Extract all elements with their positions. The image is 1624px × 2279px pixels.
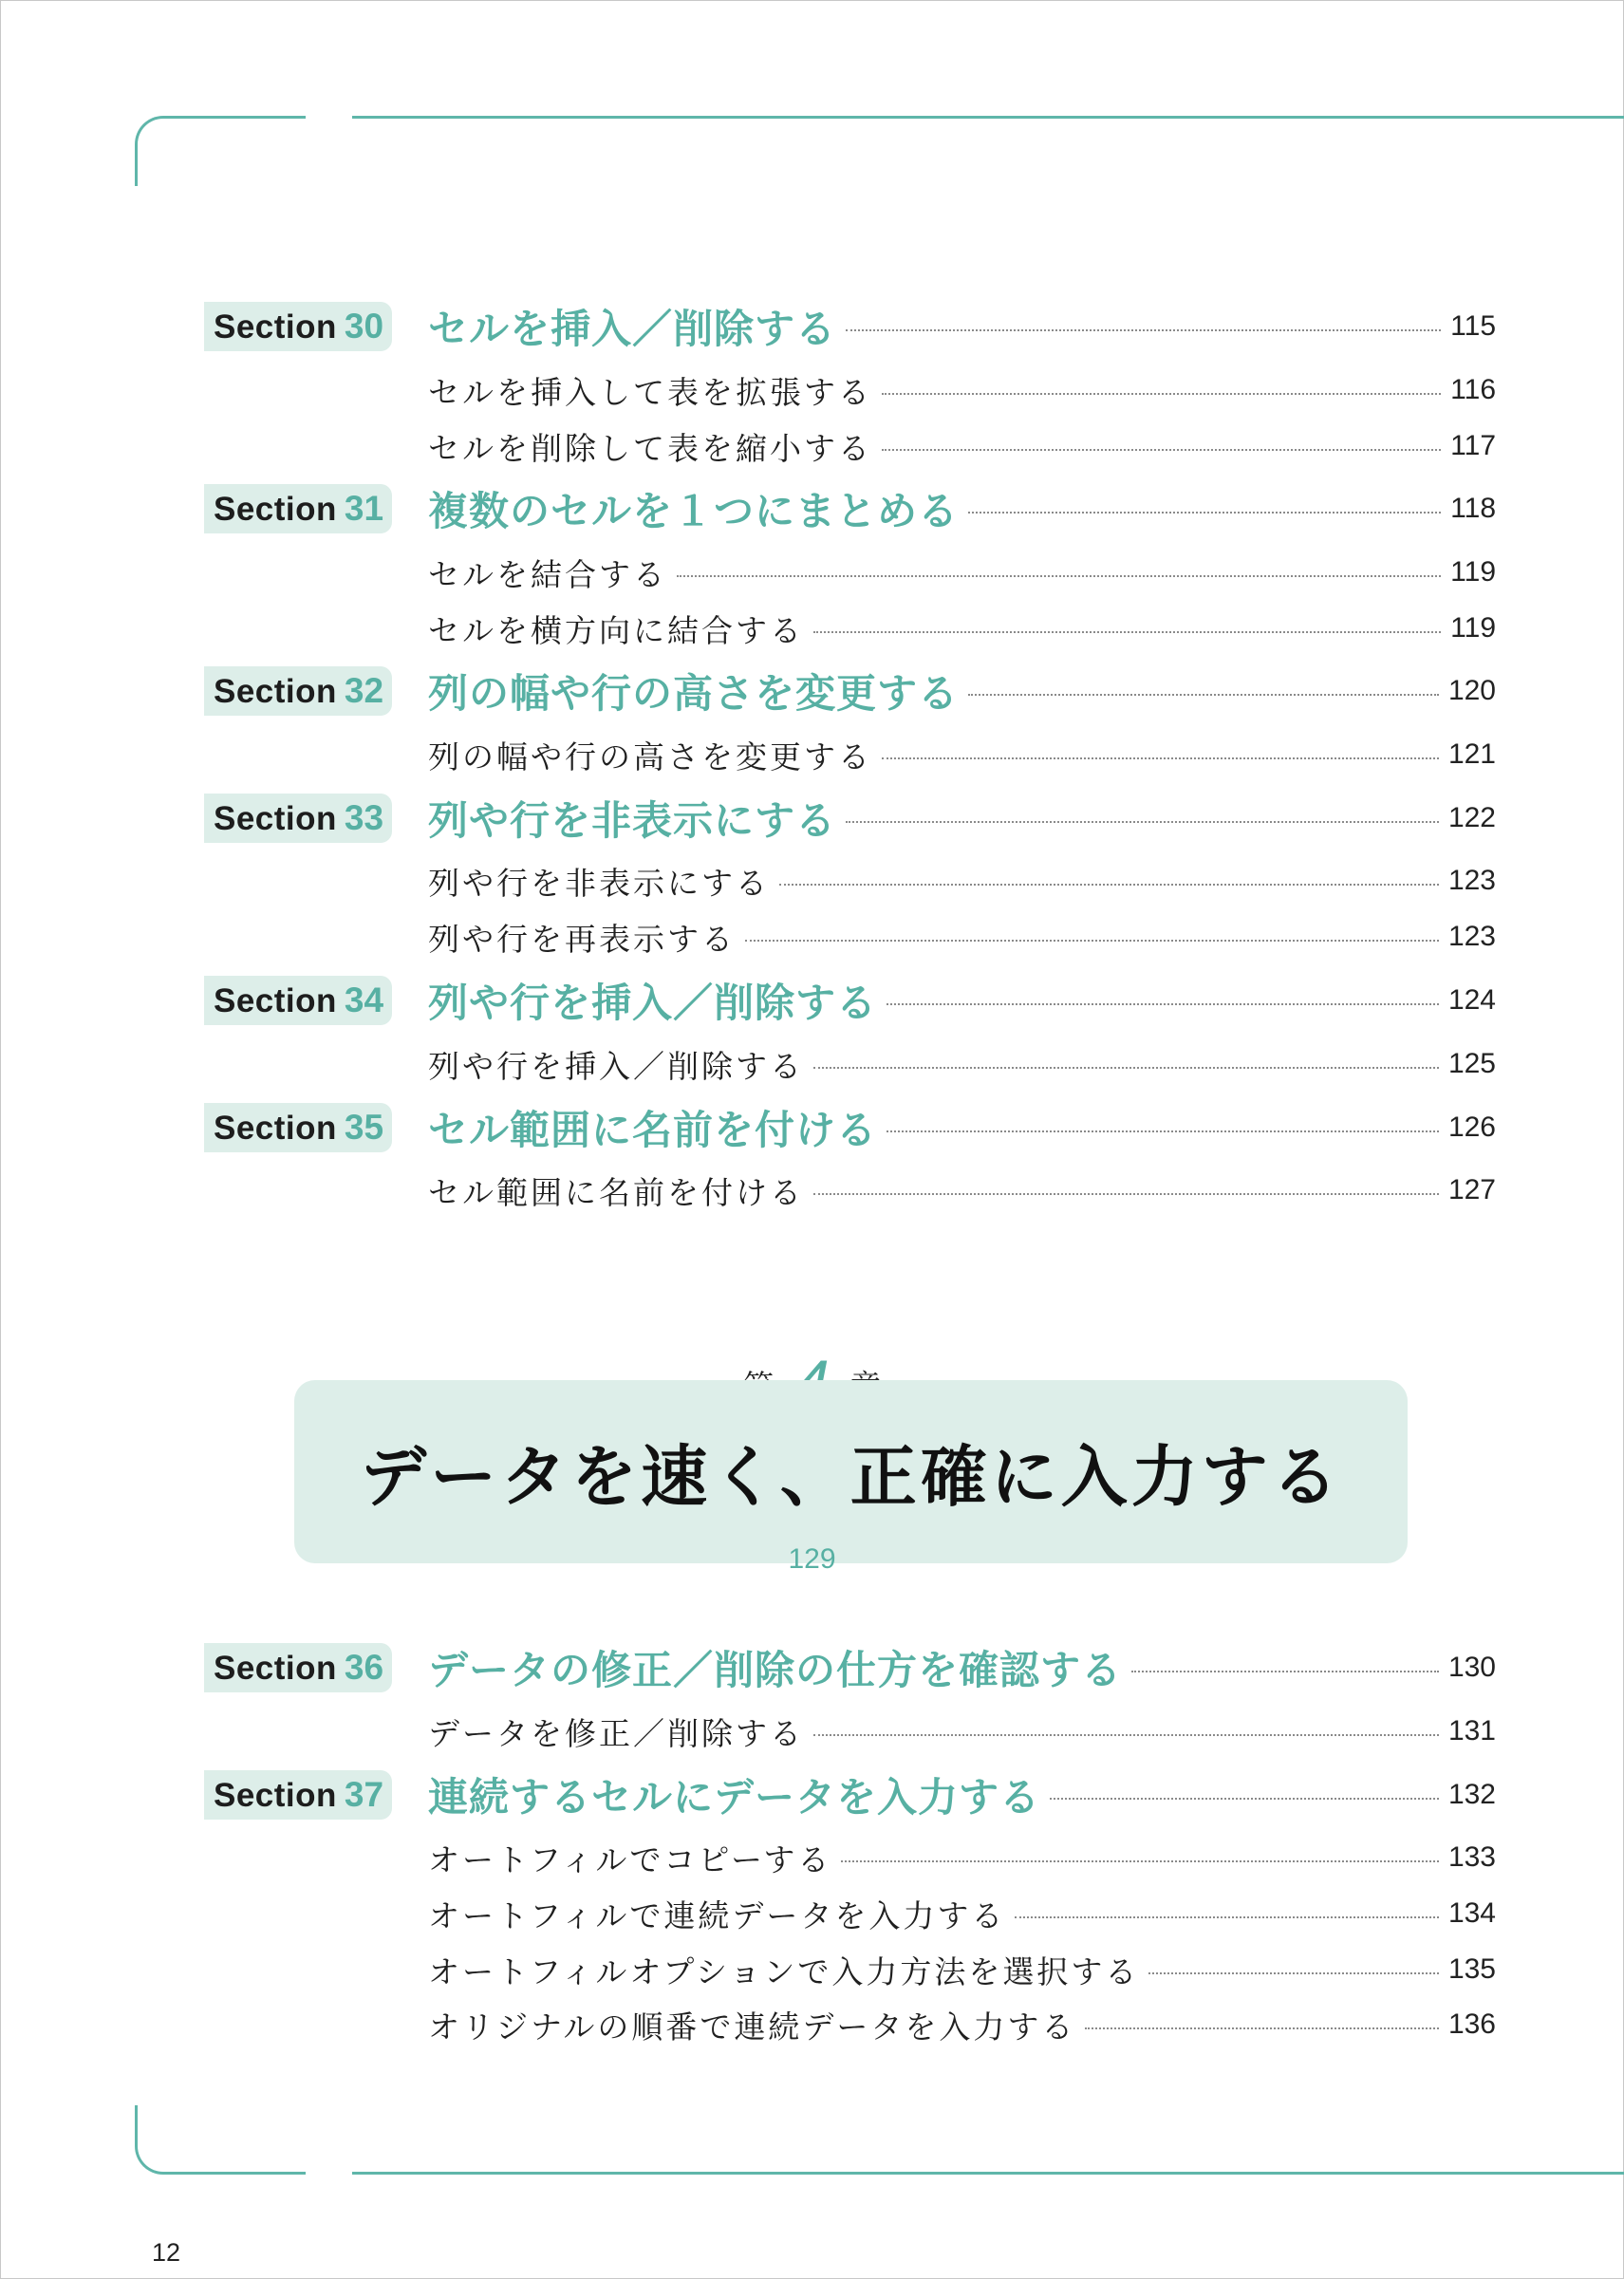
dot-leader <box>677 575 1441 577</box>
entry-page: 131 <box>1447 1715 1496 1747</box>
entry-title: 列や行を挿入／削除する <box>428 1047 804 1085</box>
section-row-36 <box>0 1643 1624 1696</box>
entry-page: 125 <box>1447 1048 1496 1079</box>
toc-entry-section-title[interactable] <box>428 1643 1496 1692</box>
toc-entry-subsection[interactable] <box>428 1834 1496 1881</box>
section-badge <box>204 976 392 1025</box>
top-rule <box>352 116 1624 119</box>
toc-entry-subsection[interactable] <box>428 1040 1496 1088</box>
chapter-page-number: 129 <box>788 1543 836 1575</box>
entry-title: セル範囲に名前を付ける <box>428 1173 804 1211</box>
entry-page: 117 <box>1450 430 1496 461</box>
entry-title: 列や行を非表示にする <box>428 864 770 902</box>
dot-leader <box>882 449 1441 451</box>
entry-title: セルを横方向に結合する <box>428 611 804 649</box>
entry-page: 119 <box>1450 556 1496 588</box>
entry-title: セルを挿入して表を拡張する <box>428 373 872 411</box>
entry-page: 115 <box>1450 310 1496 342</box>
section-row-31 <box>0 484 1624 537</box>
section-number: 33 <box>344 798 384 837</box>
toc-entry-subsection[interactable] <box>428 2001 1496 2048</box>
section-row-32 <box>0 666 1624 719</box>
section-word: Section <box>214 982 337 1019</box>
section-badge <box>204 484 392 533</box>
dot-leader <box>841 1860 1439 1862</box>
section-word: Section <box>214 1777 337 1814</box>
dot-leader <box>882 393 1441 395</box>
entry-page: 119 <box>1450 612 1496 644</box>
toc-entry-section-title[interactable] <box>428 484 1496 533</box>
dot-leader <box>813 1734 1439 1736</box>
chapter-title: データを速く、正確に入力する <box>360 1438 1342 1516</box>
entry-page: 130 <box>1447 1652 1496 1683</box>
entry-page: 123 <box>1447 921 1496 952</box>
entry-page: 123 <box>1447 865 1496 896</box>
entry-title: 列の幅や行の高さを変更する <box>428 670 960 717</box>
section-row-37 <box>0 1770 1624 1823</box>
dot-leader <box>1015 1916 1439 1918</box>
toc-entry-subsection[interactable] <box>428 1946 1496 1993</box>
section-row-34 <box>0 976 1624 1029</box>
toc-entry-subsection[interactable] <box>428 422 1496 470</box>
section-word: Section <box>214 1110 337 1147</box>
dot-leader <box>887 1003 1439 1005</box>
toc-entry-subsection[interactable] <box>428 1708 1496 1755</box>
entry-title: 列の幅や行の高さを変更する <box>428 738 872 775</box>
entry-title: データの修正／削除の仕方を確認する <box>428 1647 1123 1693</box>
bottom-corner-bracket <box>135 2105 306 2175</box>
dot-leader <box>882 757 1439 759</box>
entry-title: セルを挿入／削除する <box>428 306 837 352</box>
dot-leader <box>968 694 1439 696</box>
section-number: 34 <box>344 981 384 1019</box>
entry-page: 135 <box>1447 1953 1496 1985</box>
section-word: Section <box>214 308 337 346</box>
toc-entry-section-title[interactable] <box>428 666 1496 716</box>
section-number: 31 <box>344 489 384 528</box>
entry-title: オリジナルの順番で連続データを入力する <box>428 2008 1076 2045</box>
section-word: Section <box>214 491 337 528</box>
entry-title: オートフィルオプションで入力方法を選択する <box>428 1952 1140 1990</box>
entry-title: 列や行を再表示する <box>428 920 736 958</box>
entry-page: 136 <box>1447 2008 1496 2040</box>
dot-leader <box>1131 1671 1439 1672</box>
dot-leader <box>968 512 1441 514</box>
entry-page: 134 <box>1447 1897 1496 1929</box>
dot-leader <box>745 940 1439 942</box>
entry-page: 118 <box>1450 493 1496 524</box>
entry-page: 116 <box>1450 374 1496 405</box>
entry-title: セルを結合する <box>428 555 667 593</box>
toc-entry-subsection[interactable] <box>428 605 1496 652</box>
section-badge <box>204 1103 392 1152</box>
section-badge <box>204 1643 392 1692</box>
toc-entry-subsection[interactable] <box>428 366 1496 414</box>
entry-title: 複数のセルを１つにまとめる <box>428 488 960 534</box>
entry-page: 133 <box>1447 1841 1496 1873</box>
top-corner-bracket <box>135 116 306 186</box>
entry-title: 列や行を挿入／削除する <box>428 980 878 1026</box>
dot-leader <box>1148 1972 1439 1974</box>
section-number: 32 <box>344 671 384 710</box>
entry-page: 126 <box>1447 1111 1496 1143</box>
entry-title: オートフィルで連続データを入力する <box>428 1896 1006 1934</box>
entry-title: 列や行を非表示にする <box>428 797 837 844</box>
dot-leader <box>846 821 1439 823</box>
entry-title: セル範囲に名前を付ける <box>428 1107 878 1153</box>
page-number: 12 <box>152 2238 181 2267</box>
section-badge <box>204 794 392 843</box>
section-number: 37 <box>344 1775 384 1814</box>
section-row-30 <box>0 302 1624 355</box>
entry-page: 124 <box>1447 984 1496 1016</box>
section-word: Section <box>214 800 337 837</box>
section-word: Section <box>214 1650 337 1687</box>
entry-page: 120 <box>1447 675 1496 706</box>
toc-entry-section-title[interactable] <box>428 302 1496 351</box>
dot-leader <box>813 1193 1439 1195</box>
entry-title: オートフィルでコピーする <box>428 1840 832 1878</box>
toc-entry-section-title[interactable] <box>428 794 1496 843</box>
section-number: 30 <box>344 307 384 346</box>
dot-leader <box>1085 2027 1439 2029</box>
section-row-35 <box>0 1103 1624 1156</box>
section-badge <box>204 302 392 351</box>
section-number: 35 <box>344 1108 384 1147</box>
entry-title: セルを削除して表を縮小する <box>428 429 872 467</box>
entry-page: 127 <box>1447 1174 1496 1205</box>
section-row-33 <box>0 794 1624 847</box>
dot-leader <box>813 631 1441 633</box>
toc-entry-subsection[interactable] <box>428 1890 1496 1937</box>
entry-page: 121 <box>1447 738 1496 770</box>
chapter-title-box[interactable] <box>294 1380 1408 1563</box>
entry-page: 132 <box>1447 1779 1496 1810</box>
toc-entry-subsection[interactable] <box>428 857 1496 905</box>
entry-title: 連続するセルにデータを入力する <box>428 1774 1041 1821</box>
dot-leader <box>887 1130 1439 1132</box>
toc-entry-subsection[interactable] <box>428 549 1496 596</box>
section-word: Section <box>214 673 337 710</box>
section-number: 36 <box>344 1648 384 1687</box>
toc-entry-subsection[interactable] <box>428 1167 1496 1214</box>
toc-entry-section-title[interactable] <box>428 1770 1496 1820</box>
toc-entry-subsection[interactable] <box>428 913 1496 961</box>
section-badge <box>204 666 392 716</box>
dot-leader <box>1050 1798 1439 1800</box>
section-badge <box>204 1770 392 1820</box>
toc-entry-section-title[interactable] <box>428 976 1496 1025</box>
entry-title: データを修正／削除する <box>428 1714 804 1752</box>
toc-entry-subsection[interactable] <box>428 731 1496 778</box>
dot-leader <box>779 884 1439 886</box>
entry-page: 122 <box>1447 802 1496 833</box>
bottom-rule <box>352 2172 1624 2175</box>
dot-leader <box>813 1067 1439 1069</box>
dot-leader <box>846 329 1441 331</box>
toc-entry-section-title[interactable] <box>428 1103 1496 1152</box>
